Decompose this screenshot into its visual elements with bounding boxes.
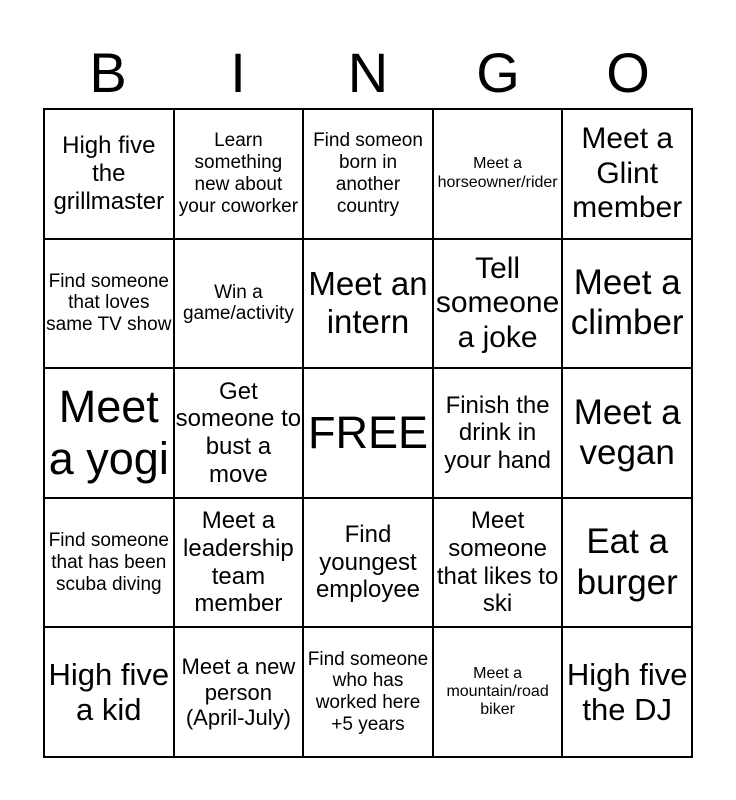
bingo-cell[interactable] [434,499,564,629]
header-letter-i: I [230,41,246,104]
bingo-cell-text: Find youngest employee [315,521,421,604]
bingo-cell-text: Meet a leadership team member [183,507,294,618]
bingo-cell-text: Win a game/activity [182,281,294,325]
bingo-cell-text: Learn something new about your coworker [178,130,299,217]
bingo-cell-text: Find someon born in another country [313,130,423,217]
free-space[interactable] [304,369,434,499]
bingo-header [43,40,693,106]
bingo-cell[interactable] [175,499,305,629]
bingo-cell-text: Meet a vegan [573,392,681,472]
bingo-cell-text: Meet a mountain/road biker [446,664,549,719]
header-letter-n: N [347,41,389,104]
bingo-cell[interactable] [563,499,693,629]
bingo-cell-text: Find someone that has been scuba diving [48,529,169,595]
bingo-cell-text: Meet a yogi [48,381,169,484]
bingo-cell[interactable] [304,240,434,370]
bingo-cell[interactable] [563,369,693,499]
bingo-cell-text: Tell someone a joke [435,251,560,354]
bingo-cell[interactable] [45,240,175,370]
bingo-cell[interactable] [304,110,434,240]
bingo-cell-text: High five a kid [48,656,170,728]
bingo-cell[interactable] [45,628,175,758]
bingo-cell-text: Meet a Glint member [572,122,683,225]
bingo-cell-text: Meet someone that likes to ski [436,507,559,618]
bingo-cell[interactable] [434,369,564,499]
bingo-card-grid [43,108,693,758]
bingo-cell[interactable] [304,628,434,758]
bingo-cell-text: Finish the drink in your hand [444,391,551,474]
bingo-cell-text: Eat a burger [576,522,678,602]
bingo-cell[interactable] [434,240,564,370]
bingo-cell[interactable] [175,240,305,370]
header-letter-o: O [606,41,650,104]
bingo-cell[interactable] [563,628,693,758]
bingo-cell-text: High five the DJ [566,656,688,728]
free-space-text: FREE [307,407,428,459]
bingo-cell[interactable] [45,369,175,499]
bingo-cell-text: Find someone that loves same TV show [46,270,172,336]
bingo-cell[interactable] [304,499,434,629]
bingo-cell[interactable] [45,499,175,629]
bingo-cell[interactable] [563,240,693,370]
bingo-cell[interactable] [434,110,564,240]
bingo-cell[interactable] [175,369,305,499]
bingo-cell-text: Meet an intern [308,265,428,341]
bingo-cell[interactable] [175,110,305,240]
bingo-cell-text: Meet a climber [570,263,684,343]
bingo-cell[interactable] [434,628,564,758]
header-letter-g: G [476,41,520,104]
bingo-cell-text: Find someone who has worked here +5 years [307,648,429,736]
bingo-cell-text: Meet a new person (April-July) [181,654,296,730]
bingo-cell-text: Get someone to bust a move [175,377,302,488]
header-letter-b: B [89,41,127,104]
bingo-cell-text: High five the grillmaster [53,132,165,215]
bingo-cell[interactable] [175,628,305,758]
bingo-cell[interactable] [563,110,693,240]
bingo-cell[interactable] [45,110,175,240]
bingo-cell-text: Meet a horseowner/rider [437,155,558,191]
